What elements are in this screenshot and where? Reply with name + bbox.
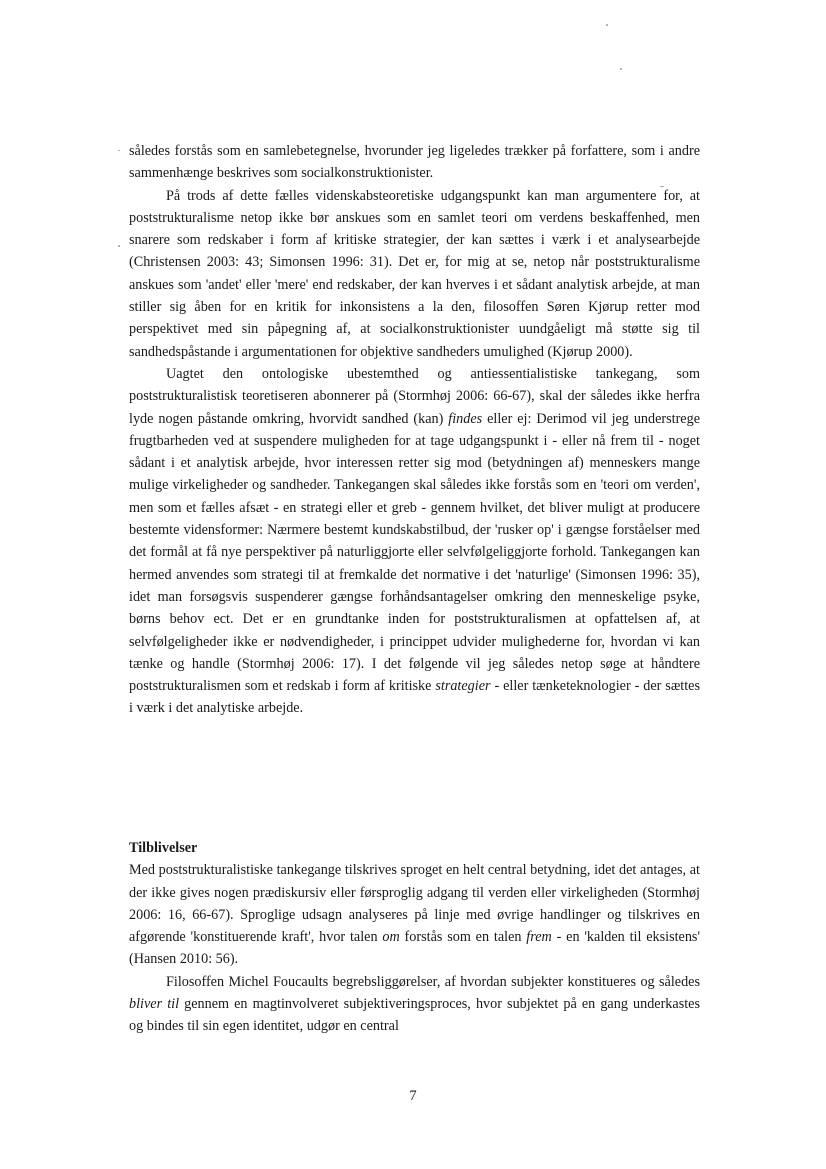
italic-text: findes — [448, 410, 483, 427]
text-run: Med poststrukturalistiske tankegange tilskrives sproget en helt central betydning, idet det antages, at der ikke gives nogen prædiskursiv eller førsproglig adgang til verden eller virkeligheden (Stormhøj 2006: 16, 66-67). Sproglige udsagn analyseres på linje med øvrige handlinger og tilskrives en afgørende 'konstituerende kraft', hvor talen — [129, 862, 700, 946]
italic-text: frem — [526, 929, 552, 946]
text-run: Uagtet den ontologiske ubestemthed og antiessentialistiske tankegang, som poststrukturalistisk teoretiseren abonnerer på (Stormhøj 2006: 66-67), skal der således ikke herfra lyde nogen påstande omkring, hvorvidt sandhed (kan) — [129, 365, 700, 427]
body-paragraph — [129, 140, 700, 185]
section-paragraphs — [129, 859, 700, 1037]
text-run: gennem en magtinvolveret subjektiveringsproces, hvor subjektet på en gang underkastes og bindes til sin egen identitet, udgør en central — [129, 996, 700, 1035]
section-heading: Tilblivelser — [129, 840, 198, 856]
body-paragraph — [129, 859, 700, 970]
text-run: - eller tænketeknologier - der sættes i værk i det analytiske arbejde. — [129, 678, 700, 717]
body-section-intro — [129, 140, 700, 720]
page-number: 7 — [409, 1088, 417, 1104]
scan-speck — [118, 150, 120, 151]
text-run: Filosoffen Michel Foucaults begrebsliggørelser, af hvordan subjekter konstitueres og således — [166, 973, 700, 990]
text-run: På trods af dette fælles videnskabsteoretiske udgangspunkt kan man argumentere for, at poststrukturalisme netop ikke bør anskues som en samlet teori om verdens beskaffenhed, men snarere som redskaber i form af kritiske strategier, der kan sættes i værk i et analysearbejde (Christensen 2003: 43; Simonsen 1996: 31). Det er, for mig at se, netop når poststrukturalisme anskues som 'andet' eller 'mere' end redskaber, der kan hverves i et sådant analytisk arbejde, at man stiller sig åben for en kritik for inkonsistens a la den, filosoffen Søren Kjørup retter mod perspektivet med sin påpegning af, at socialkonstruktionister uundgåeligt må støtte sig til sandhedspåstande i argumentationen for objektive sandheders umulighed (Kjørup 2000). — [129, 187, 700, 360]
body-paragraph — [129, 185, 700, 363]
text-run: - en 'kalden til eksistens' (Hansen 2010: 56). — [129, 929, 701, 968]
text-run: forstås som en talen — [399, 929, 527, 946]
italic-text: bliver til — [129, 996, 180, 1013]
text-run: eller ej: Derimod vil jeg understrege frugtbarheden ved at suspendere muligheden for at tage udgangspunkt i - eller nå frem til - noget sådant i et analytisk arbejde, hvor interessen retter sig mod (betydningen af) menneskers mange mulige virkeligheder og sandheder. Tankegangen skal således ikke forstås som en 'teori om verden', men som et fælles afsæt - en strategi eller et greb - gennem hvilket, det bliver muligt at producere bestemte vidensformer: Nærmere bestemt kundskabstilbud, der 'rusker op' i gængse forståelser med det formål at få nye perspektiver på naturliggjorte eller selvfølgeliggjorte forhold. Tankegangen kan hermed anvendes som strategi til at fremkalde det normative i det 'naturlige' (Simonsen 1996: 35), idet man forsøgsvis suspenderer gængse forhåndsantagelser omkring den menneskelige psyke, børns behov ect. Det er en grundtanke inden for poststrukturalismen at opfattelsen af, at selvfølgeligheder ikke er nødvendigheder, i princippet udvider mulighederne for, hvordan vi kan tænke og handle (Stormhøj 2006: 17). I det følgende vil jeg således netop søge at håndtere poststrukturalismen som et redskab i form af kritiske — [129, 410, 701, 695]
body-section-tilblivelser — [129, 837, 700, 1038]
italic-text: om — [382, 929, 400, 946]
scan-speck — [620, 68, 622, 70]
scan-speck — [118, 245, 120, 247]
body-paragraph — [129, 971, 700, 1038]
italic-text: strategier — [435, 678, 491, 695]
scan-speck — [606, 24, 608, 26]
text-run: således forstås som en samlebetegnelse, hvorunder jeg ligeledes trækker på forfattere, som i andre sammenhænge beskrives som socialkonstruktionister. — [129, 143, 700, 182]
body-paragraph — [129, 363, 700, 720]
